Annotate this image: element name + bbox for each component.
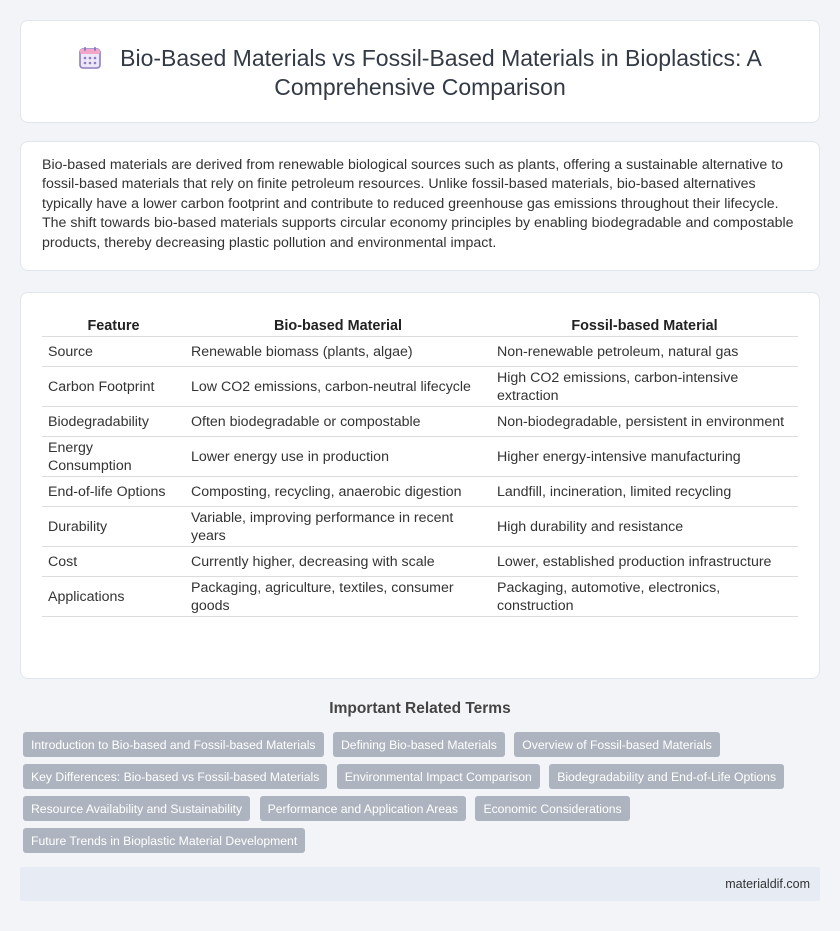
- table-row: [42, 507, 798, 547]
- row-bio-value: Packaging, agriculture, textiles, consumer goods: [185, 577, 491, 617]
- related-terms-heading: Important Related Terms: [329, 700, 511, 717]
- row-bio-value: Low CO2 emissions, carbon-neutral lifecycle: [185, 367, 491, 407]
- table-row: [42, 477, 798, 507]
- related-term-link[interactable]: Resource Availability and Sustainability: [23, 796, 250, 821]
- page-title-text: Bio-Based Materials vs Fossil-Based Materials in Bioplastics: A Comprehensive Comparison: [120, 45, 762, 100]
- table-row: [42, 337, 798, 367]
- row-fossil-value: Landfill, incineration, limited recycling: [491, 477, 798, 507]
- footer-bar: [20, 867, 820, 901]
- related-term-link[interactable]: Key Differences: Bio-based vs Fossil-based Materials: [23, 764, 327, 789]
- header-feature: Feature: [42, 315, 185, 337]
- row-bio-value: Currently higher, decreasing with scale: [185, 547, 491, 577]
- row-feature: Source: [42, 337, 185, 367]
- table-row: [42, 367, 798, 407]
- related-term-link[interactable]: Economic Considerations: [475, 796, 629, 821]
- table-row: [42, 437, 798, 477]
- row-fossil-value: High CO2 emissions, carbon-intensive extraction: [491, 367, 798, 407]
- table-row: [42, 407, 798, 437]
- row-bio-value: Variable, improving performance in recent years: [185, 507, 491, 547]
- intro-paragraph: Bio-based materials are derived from renewable biological sources such as plants, offering a sustainable alternative to fossil-based materials that rely on finite petroleum resources. Unlike fossil-based materials, bio-based alternatives typically have a lower carbon footprint and contribute to reduced greenhouse gas emissions throughout their lifecycle. The shift towards bio-based materials supports circular economy principles by enabling biodegradable and compostable products, thereby decreasing plastic pollution and environmental impact.: [42, 157, 794, 251]
- row-feature: Biodegradability: [42, 407, 185, 437]
- page-title: [61, 44, 779, 102]
- footer-site-name[interactable]: materialdif.com: [725, 877, 810, 891]
- row-bio-value: Renewable biomass (plants, algae): [185, 337, 491, 367]
- row-fossil-value: Non-biodegradable, persistent in environment: [491, 407, 798, 437]
- related-term-link[interactable]: Performance and Application Areas: [260, 796, 466, 821]
- row-feature: Carbon Footprint: [42, 367, 185, 407]
- title-card: [20, 20, 820, 123]
- header-bio-based: Bio-based Material: [185, 315, 491, 337]
- row-fossil-value: High durability and resistance: [491, 507, 798, 547]
- row-fossil-value: Higher energy-intensive manufacturing: [491, 437, 798, 477]
- table-header-row: [42, 315, 798, 337]
- row-feature: Cost: [42, 547, 185, 577]
- row-bio-value: Often biodegradable or compostable: [185, 407, 491, 437]
- table-row: [42, 547, 798, 577]
- row-fossil-value: Packaging, automotive, electronics, construction: [491, 577, 798, 617]
- row-fossil-value: Lower, established production infrastructure: [491, 547, 798, 577]
- intro-card: [20, 141, 820, 271]
- related-term-link[interactable]: Biodegradability and End-of-Life Options: [549, 764, 784, 789]
- row-feature: Durability: [42, 507, 185, 547]
- row-feature: End-of-life Options: [42, 477, 185, 507]
- row-bio-value: Lower energy use in production: [185, 437, 491, 477]
- comparison-card: [20, 292, 820, 679]
- comparison-table: [42, 315, 798, 617]
- header-fossil-based: Fossil-based Material: [491, 315, 798, 337]
- related-terms-list: [23, 732, 803, 860]
- related-term-link[interactable]: Overview of Fossil-based Materials: [514, 732, 720, 757]
- row-feature: Applications: [42, 577, 185, 617]
- related-term-link[interactable]: Introduction to Bio-based and Fossil-based Materials: [23, 732, 324, 757]
- calendar-grid-icon: [78, 46, 102, 70]
- related-term-link[interactable]: Defining Bio-based Materials: [333, 732, 505, 757]
- row-bio-value: Composting, recycling, anaerobic digestion: [185, 477, 491, 507]
- row-feature: Energy Consumption: [42, 437, 185, 477]
- related-term-link[interactable]: Future Trends in Bioplastic Material Development: [23, 828, 305, 853]
- related-term-link[interactable]: Environmental Impact Comparison: [337, 764, 540, 789]
- row-fossil-value: Non-renewable petroleum, natural gas: [491, 337, 798, 367]
- table-row: [42, 577, 798, 617]
